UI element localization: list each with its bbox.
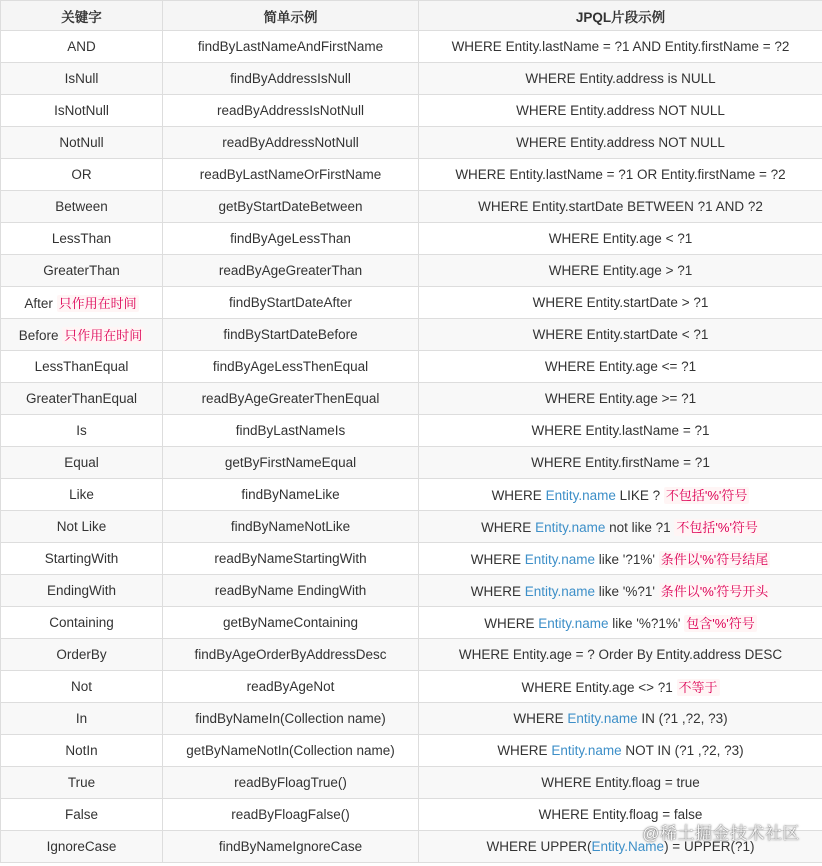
keyword-cell xyxy=(1,287,163,319)
keyword-cell xyxy=(1,671,163,703)
keyword-text: Like xyxy=(69,487,94,502)
jpql-text: LIKE ? xyxy=(615,488,664,503)
example-cell: findByNameNotLike xyxy=(163,511,419,543)
example-cell: getByNameNotIn(Collection name) xyxy=(163,735,419,767)
jpql-text: WHERE Entity.startDate > ?1 xyxy=(532,295,709,310)
keyword-text: Is xyxy=(76,423,87,438)
example-cell: readByAgeGreaterThan xyxy=(163,255,419,287)
jpql-cell xyxy=(419,575,822,607)
jpql-text: WHERE Entity.age >= ?1 xyxy=(544,391,697,406)
keyword-cell xyxy=(1,223,163,255)
example-cell: findByStartDateBefore xyxy=(163,319,419,351)
jpql-cell xyxy=(419,159,822,191)
keyword-text: Between xyxy=(55,199,108,214)
keyword-cell xyxy=(1,831,163,863)
header-keyword: 关键字 xyxy=(1,1,163,31)
keyword-text: NotNull xyxy=(59,135,104,150)
keyword-cell xyxy=(1,191,163,223)
table-row xyxy=(1,319,822,351)
example-cell: readByFloagFalse() xyxy=(163,799,419,831)
jpql-cell xyxy=(419,735,822,767)
jpql-cell xyxy=(419,511,822,543)
entity-field-link: Entity.name xyxy=(538,616,609,631)
jpql-text: ) = UPPER(?1) xyxy=(664,839,755,854)
table-body xyxy=(1,31,822,863)
jpql-note: 条件以'%'符号开头 xyxy=(660,584,769,599)
table-row xyxy=(1,191,822,223)
keyword-cell xyxy=(1,575,163,607)
example-cell: findByNameLike xyxy=(163,479,419,511)
table-row xyxy=(1,31,822,63)
table-row xyxy=(1,63,822,95)
jpql-text: WHERE xyxy=(497,743,552,758)
table-row xyxy=(1,735,822,767)
keyword-text: NotIn xyxy=(65,743,98,758)
table-row xyxy=(1,607,822,639)
jpql-note: 包含'%'符号 xyxy=(686,616,755,631)
jpql-text: WHERE Entity.lastName = ?1 AND Entity.firstName = ?2 xyxy=(451,39,790,54)
keyword-text: After xyxy=(24,296,53,311)
jpql-cell xyxy=(419,63,822,95)
jpql-text: WHERE Entity.lastName = ?1 xyxy=(531,423,710,438)
keyword-text: GreaterThanEqual xyxy=(25,391,138,406)
table-row xyxy=(1,415,822,447)
keyword-text: Containing xyxy=(49,615,114,630)
jpql-text: WHERE UPPER( xyxy=(486,839,592,854)
keyword-text: IgnoreCase xyxy=(46,839,117,854)
entity-field-link: Entity.Name xyxy=(591,839,665,854)
header-row xyxy=(1,1,822,31)
table-header xyxy=(1,1,822,31)
keyword-cell xyxy=(1,319,163,351)
jpql-cell xyxy=(419,543,822,575)
keyword-cell xyxy=(1,255,163,287)
keyword-note: 只作用在时间 xyxy=(64,328,143,343)
jpql-cell xyxy=(419,351,822,383)
jpql-text: WHERE Entity.age <> ?1 xyxy=(521,680,677,695)
jpql-cell xyxy=(419,95,822,127)
keyword-cell xyxy=(1,415,163,447)
jpql-text: WHERE Entity.firstName = ?1 xyxy=(531,455,710,470)
keyword-text: In xyxy=(75,711,88,726)
keyword-text: GreaterThan xyxy=(43,263,120,278)
jpql-text: WHERE Entity.startDate < ?1 xyxy=(532,327,709,342)
keyword-cell xyxy=(1,703,163,735)
table-row xyxy=(1,639,822,671)
keyword-text: OR xyxy=(71,167,92,182)
jpql-cell xyxy=(419,319,822,351)
example-cell: readByNameStartingWith xyxy=(163,543,419,575)
example-cell: findByLastNameAndFirstName xyxy=(163,31,419,63)
keyword-text: OrderBy xyxy=(56,647,107,662)
example-cell: readByLastNameOrFirstName xyxy=(163,159,419,191)
jpql-text: NOT IN (?1 ,?2, ?3) xyxy=(621,743,744,758)
keyword-cell xyxy=(1,511,163,543)
jpql-cell xyxy=(419,127,822,159)
keyword-text: Equal xyxy=(64,455,99,470)
example-cell: getByStartDateBetween xyxy=(163,191,419,223)
keyword-text: Not Like xyxy=(56,519,107,534)
jpql-cell xyxy=(419,447,822,479)
entity-field-link: Entity.name xyxy=(524,552,596,567)
example-cell: findByNameIgnoreCase xyxy=(163,831,419,863)
keyword-cell xyxy=(1,607,163,639)
keyword-text: LessThan xyxy=(51,231,112,246)
example-cell: findByLastNameIs xyxy=(163,415,419,447)
example-cell: readByFloagTrue() xyxy=(163,767,419,799)
jpql-text: WHERE Entity.age > ?1 xyxy=(548,263,693,278)
jpql-text: not like ?1 xyxy=(605,520,675,535)
example-cell: readByName EndingWith xyxy=(163,575,419,607)
header-jpql: JPQL片段示例 xyxy=(419,1,822,31)
keyword-text: LessThanEqual xyxy=(34,359,129,374)
keyword-cell xyxy=(1,479,163,511)
jpql-cell xyxy=(419,767,822,799)
jpql-text: WHERE Entity.age <= ?1 xyxy=(544,359,697,374)
keyword-cell xyxy=(1,351,163,383)
example-cell: readByAgeGreaterThenEqual xyxy=(163,383,419,415)
jpql-cell xyxy=(419,255,822,287)
keyword-cell xyxy=(1,447,163,479)
keyword-cell xyxy=(1,543,163,575)
table-row xyxy=(1,127,822,159)
keyword-cell xyxy=(1,63,163,95)
entity-field-link: Entity.name xyxy=(551,743,622,758)
jpql-text: WHERE Entity.floag = false xyxy=(538,807,703,822)
jpql-text: WHERE xyxy=(481,520,536,535)
jpql-text: WHERE Entity.address NOT NULL xyxy=(516,135,725,150)
keyword-text: Not xyxy=(70,679,92,694)
example-cell: findByAddressIsNull xyxy=(163,63,419,95)
jpql-cell xyxy=(419,703,822,735)
jpql-text: WHERE Entity.floag = true xyxy=(541,775,700,790)
table-row xyxy=(1,351,822,383)
jpql-note: 不等于 xyxy=(678,680,718,695)
keyword-cell xyxy=(1,735,163,767)
jpql-note: 不包括'%'符号 xyxy=(676,520,758,535)
keyword-text: False xyxy=(64,807,98,822)
keyword-text: EndingWith xyxy=(46,583,117,598)
jpql-text: WHERE Entity.startDate BETWEEN ?1 AND ?2 xyxy=(478,199,763,214)
table-row xyxy=(1,255,822,287)
watermark: @稀土掘金技术社区 xyxy=(642,824,800,843)
keyword-cell xyxy=(1,767,163,799)
jpql-note: 不包括'%'符号 xyxy=(665,488,748,503)
table-row xyxy=(1,383,822,415)
table-row xyxy=(1,287,822,319)
keyword-text: True xyxy=(67,775,96,790)
example-cell: readByAgeNot xyxy=(163,671,419,703)
keyword-cell xyxy=(1,383,163,415)
jpql-text: WHERE xyxy=(513,711,568,726)
example-cell: findByNameIn(Collection name) xyxy=(163,703,419,735)
keyword-cell xyxy=(1,639,163,671)
table-row xyxy=(1,95,822,127)
table-row xyxy=(1,575,822,607)
jpql-text: WHERE xyxy=(470,584,525,599)
keyword-cell xyxy=(1,95,163,127)
example-cell: readByAddressIsNotNull xyxy=(163,95,419,127)
entity-field-link: Entity.name xyxy=(535,520,606,535)
jpql-cell xyxy=(419,287,822,319)
header-example: 简单示例 xyxy=(163,1,419,31)
keyword-text: Before xyxy=(18,328,59,343)
table-row xyxy=(1,223,822,255)
keyword-cell xyxy=(1,127,163,159)
keyword-cell xyxy=(1,159,163,191)
jpql-text: WHERE Entity.lastName = ?1 OR Entity.firstName = ?2 xyxy=(455,167,786,182)
table-row xyxy=(1,703,822,735)
jpql-cell xyxy=(419,639,822,671)
example-cell: findByStartDateAfter xyxy=(163,287,419,319)
jpql-text: WHERE xyxy=(491,488,546,503)
entity-field-link: Entity.name xyxy=(545,488,616,503)
keyword-text: StartingWith xyxy=(44,551,119,566)
table-row xyxy=(1,543,822,575)
jpql-cell xyxy=(419,671,822,703)
keyword-cell xyxy=(1,799,163,831)
table-row xyxy=(1,671,822,703)
keyword-text: AND xyxy=(67,39,96,54)
jpql-text: like '%?1' xyxy=(595,584,659,599)
jpql-cell xyxy=(419,383,822,415)
keyword-text: IsNull xyxy=(64,71,99,86)
keyword-cell xyxy=(1,31,163,63)
jpql-text: like '?1%' xyxy=(595,552,659,567)
entity-field-link: Entity.name xyxy=(524,584,596,599)
jpql-text: IN (?1 ,?2, ?3) xyxy=(637,711,728,726)
example-cell: getByFirstNameEqual xyxy=(163,447,419,479)
table-row xyxy=(1,447,822,479)
keyword-note: 只作用在时间 xyxy=(58,296,137,311)
example-cell: findByAgeOrderByAddressDesc xyxy=(163,639,419,671)
jpql-text: WHERE Entity.address is NULL xyxy=(525,71,716,86)
example-cell: findByAgeLessThenEqual xyxy=(163,351,419,383)
table-row xyxy=(1,511,822,543)
example-cell: getByNameContaining xyxy=(163,607,419,639)
jpql-text: WHERE Entity.age = ? Order By Entity.address DESC xyxy=(458,647,783,662)
keyword-text: IsNotNull xyxy=(54,103,109,118)
jpql-cell xyxy=(419,479,822,511)
jpql-cell xyxy=(419,191,822,223)
jpql-text: like '%?1%' xyxy=(608,616,685,631)
jpql-cell xyxy=(419,31,822,63)
jpql-text: WHERE Entity.address NOT NULL xyxy=(516,103,725,118)
table-row xyxy=(1,479,822,511)
jpql-text: WHERE Entity.age < ?1 xyxy=(548,231,693,246)
jpql-cell xyxy=(419,223,822,255)
jpql-cell xyxy=(419,415,822,447)
example-cell: readByAddressNotNull xyxy=(163,127,419,159)
jpql-text: WHERE xyxy=(470,552,525,567)
jpql-text: WHERE xyxy=(484,616,539,631)
table-row xyxy=(1,159,822,191)
jpql-note: 条件以'%'符号结尾 xyxy=(660,552,769,567)
entity-field-link: Entity.name xyxy=(567,711,638,726)
table-row xyxy=(1,767,822,799)
jpql-cell xyxy=(419,607,822,639)
example-cell: findByAgeLessThan xyxy=(163,223,419,255)
